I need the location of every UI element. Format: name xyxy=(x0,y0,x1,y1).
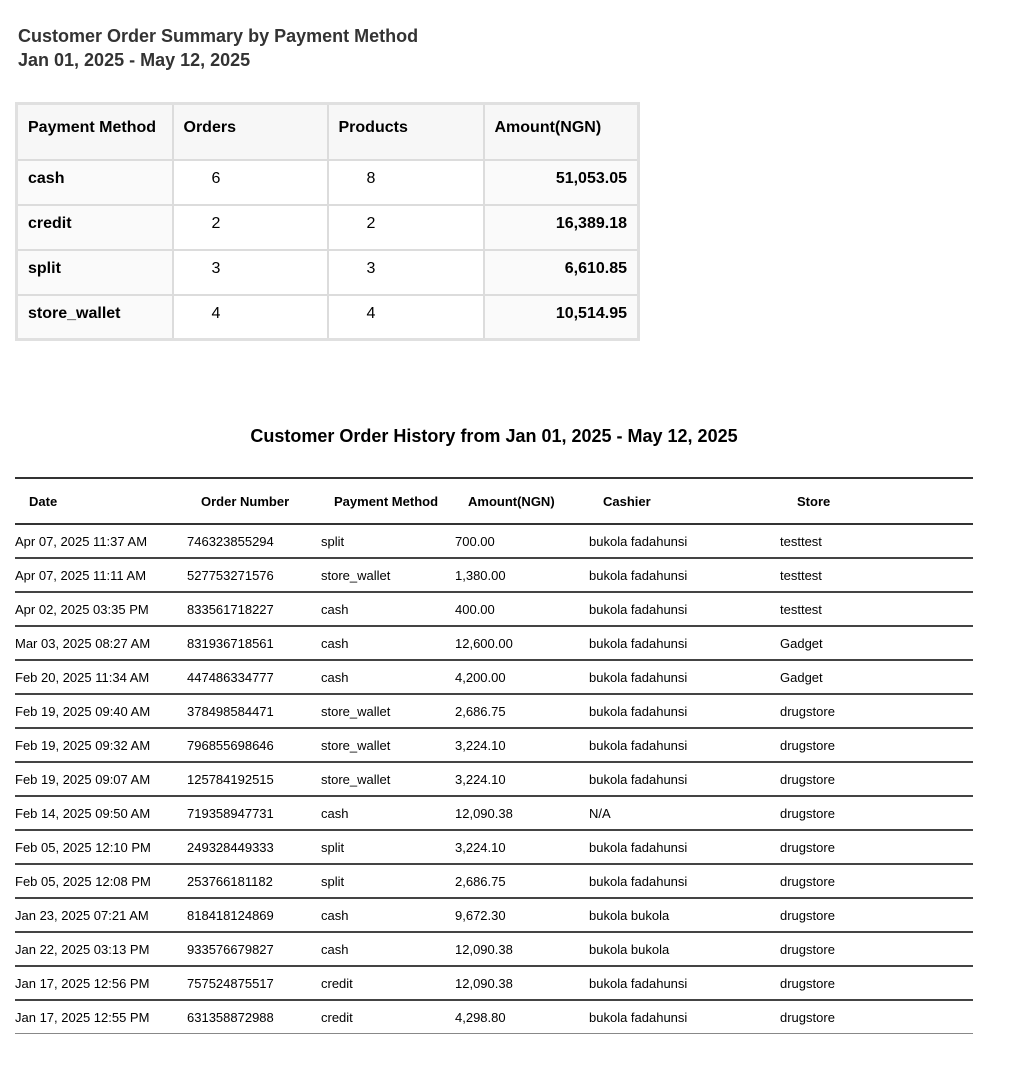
history-cell-cashier: bukola fadahunsi xyxy=(589,762,780,796)
history-cell-cashier: bukola fadahunsi xyxy=(589,558,780,592)
history-cell-date: Feb 19, 2025 09:32 AM xyxy=(15,728,187,762)
history-cell-amount: 12,090.38 xyxy=(455,932,589,966)
history-row xyxy=(15,898,973,932)
history-cell-store: drugstore xyxy=(780,830,973,864)
history-cell-store: drugstore xyxy=(780,966,973,1000)
history-cell-payment-method: credit xyxy=(321,1000,455,1034)
history-row xyxy=(15,592,973,626)
history-table xyxy=(15,477,973,1034)
history-cell-date: Mar 03, 2025 08:27 AM xyxy=(15,626,187,660)
history-header-date: Date xyxy=(29,493,58,509)
history-cell-cashier: bukola fadahunsi xyxy=(589,728,780,762)
history-header-store: Store xyxy=(797,493,831,509)
history-cell-date: Apr 07, 2025 11:37 AM xyxy=(15,524,187,558)
history-cell-amount: 700.00 xyxy=(455,524,589,558)
history-cell-amount: 4,200.00 xyxy=(455,660,589,694)
history-cell-amount: 3,224.10 xyxy=(455,728,589,762)
history-row xyxy=(15,558,973,592)
history-cell-payment-method: cash xyxy=(321,592,455,626)
history-cell-store: drugstore xyxy=(780,694,973,728)
history-cell-date: Jan 23, 2025 07:21 AM xyxy=(15,898,187,932)
history-cell-amount: 2,686.75 xyxy=(455,694,589,728)
summary-header-orders: Orders xyxy=(173,104,328,160)
history-cell-store: drugstore xyxy=(780,728,973,762)
history-cell-payment-method: store_wallet xyxy=(321,558,455,592)
history-row xyxy=(15,966,973,1000)
history-cell-store: drugstore xyxy=(780,898,973,932)
history-cell-payment-method: cash xyxy=(321,932,455,966)
summary-cell-amount: 51,053.05 xyxy=(484,160,639,205)
history-cell-cashier: bukola fadahunsi xyxy=(589,592,780,626)
history-cell-cashier: bukola bukola xyxy=(589,898,780,932)
summary-row xyxy=(17,205,639,250)
summary-cell-payment-method: split xyxy=(17,250,173,295)
history-cell-date: Feb 20, 2025 11:34 AM xyxy=(15,660,187,694)
summary-title-line1: Customer Order Summary by Payment Method xyxy=(18,26,419,46)
history-cell-payment-method: store_wallet xyxy=(321,762,455,796)
history-cell-payment-method: cash xyxy=(321,660,455,694)
history-row xyxy=(15,796,973,830)
summary-cell-payment-method: credit xyxy=(17,205,173,250)
history-cell-date: Feb 19, 2025 09:07 AM xyxy=(15,762,187,796)
history-row xyxy=(15,932,973,966)
history-cell-date: Apr 07, 2025 11:11 AM xyxy=(15,558,187,592)
history-cell-cashier: bukola fadahunsi xyxy=(589,864,780,898)
summary-title xyxy=(18,24,418,72)
history-cell-amount: 3,224.10 xyxy=(455,830,589,864)
history-cell-order-number: 125784192515 xyxy=(187,762,321,796)
summary-cell-amount: 6,610.85 xyxy=(484,250,639,295)
history-title: Customer Order History from Jan 01, 2025 - May 12, 2025 xyxy=(250,426,738,446)
history-cell-store: testtest xyxy=(780,558,973,592)
history-cell-amount: 9,672.30 xyxy=(455,898,589,932)
history-cell-payment-method: credit xyxy=(321,966,455,1000)
history-cell-date: Feb 05, 2025 12:08 PM xyxy=(15,864,187,898)
history-cell-order-number: 757524875517 xyxy=(187,966,321,1000)
history-row xyxy=(15,694,973,728)
history-cell-date: Jan 22, 2025 03:13 PM xyxy=(15,932,187,966)
history-row xyxy=(15,762,973,796)
history-row xyxy=(15,660,973,694)
history-cell-store: Gadget xyxy=(780,660,973,694)
history-row xyxy=(15,728,973,762)
summary-cell-products: 2 xyxy=(328,205,484,250)
history-row xyxy=(15,524,973,558)
history-cell-payment-method: split xyxy=(321,524,455,558)
history-header-order-number: Order Number xyxy=(201,493,290,509)
history-cell-cashier: bukola bukola xyxy=(589,932,780,966)
summary-cell-products: 4 xyxy=(328,295,484,340)
history-header-row xyxy=(15,478,973,524)
history-row xyxy=(15,864,973,898)
history-row xyxy=(15,1000,973,1034)
history-cell-amount: 4,298.80 xyxy=(455,1000,589,1034)
summary-cell-orders: 2 xyxy=(173,205,328,250)
summary-cell-products: 8 xyxy=(328,160,484,205)
summary-header-amount: Amount(NGN) xyxy=(484,104,639,160)
history-cell-order-number: 933576679827 xyxy=(187,932,321,966)
history-cell-payment-method: cash xyxy=(321,796,455,830)
history-cell-payment-method: store_wallet xyxy=(321,694,455,728)
history-cell-store: Gadget xyxy=(780,626,973,660)
history-cell-order-number: 447486334777 xyxy=(187,660,321,694)
history-cell-date: Apr 02, 2025 03:35 PM xyxy=(15,592,187,626)
history-row xyxy=(15,830,973,864)
history-cell-date: Feb 19, 2025 09:40 AM xyxy=(15,694,187,728)
summary-cell-payment-method: cash xyxy=(17,160,173,205)
summary-header-products: Products xyxy=(328,104,484,160)
history-cell-store: drugstore xyxy=(780,762,973,796)
history-cell-cashier: bukola fadahunsi xyxy=(589,1000,780,1034)
history-cell-date: Feb 14, 2025 09:50 AM xyxy=(15,796,187,830)
history-cell-cashier: bukola fadahunsi xyxy=(589,660,780,694)
history-cell-payment-method: cash xyxy=(321,626,455,660)
history-cell-store: testtest xyxy=(780,592,973,626)
history-cell-order-number: 746323855294 xyxy=(187,524,321,558)
history-cell-date: Jan 17, 2025 12:56 PM xyxy=(15,966,187,1000)
history-cell-store: drugstore xyxy=(780,796,973,830)
summary-row xyxy=(17,295,639,340)
history-cell-order-number: 796855698646 xyxy=(187,728,321,762)
summary-cell-orders: 4 xyxy=(173,295,328,340)
history-cell-amount: 12,090.38 xyxy=(455,966,589,1000)
history-cell-date: Feb 05, 2025 12:10 PM xyxy=(15,830,187,864)
summary-table xyxy=(15,102,640,341)
history-cell-cashier: N/A xyxy=(589,796,780,830)
history-header-amount: Amount(NGN) xyxy=(468,493,555,509)
history-cell-payment-method: split xyxy=(321,864,455,898)
summary-cell-products: 3 xyxy=(328,250,484,295)
history-row xyxy=(15,626,973,660)
summary-cell-amount: 16,389.18 xyxy=(484,205,639,250)
summary-header-row xyxy=(17,104,639,160)
summary-cell-amount: 10,514.95 xyxy=(484,295,639,340)
history-cell-order-number: 253766181182 xyxy=(187,864,321,898)
history-cell-store: drugstore xyxy=(780,1000,973,1034)
history-cell-order-number: 833561718227 xyxy=(187,592,321,626)
history-header-payment-method: Payment Method xyxy=(334,493,439,509)
history-cell-store: drugstore xyxy=(780,864,973,898)
history-cell-amount: 1,380.00 xyxy=(455,558,589,592)
summary-row xyxy=(17,250,639,295)
history-cell-cashier: bukola fadahunsi xyxy=(589,524,780,558)
history-cell-store: drugstore xyxy=(780,932,973,966)
history-cell-payment-method: split xyxy=(321,830,455,864)
history-cell-store: testtest xyxy=(780,524,973,558)
summary-cell-orders: 3 xyxy=(173,250,328,295)
history-cell-order-number: 631358872988 xyxy=(187,1000,321,1034)
history-cell-cashier: bukola fadahunsi xyxy=(589,966,780,1000)
history-cell-amount: 2,686.75 xyxy=(455,864,589,898)
history-cell-amount: 3,224.10 xyxy=(455,762,589,796)
history-cell-order-number: 527753271576 xyxy=(187,558,321,592)
history-cell-order-number: 378498584471 xyxy=(187,694,321,728)
history-cell-order-number: 719358947731 xyxy=(187,796,321,830)
summary-header-payment-method: Payment Method xyxy=(17,104,173,160)
history-cell-amount: 12,600.00 xyxy=(455,626,589,660)
history-cell-payment-method: store_wallet xyxy=(321,728,455,762)
summary-cell-orders: 6 xyxy=(173,160,328,205)
history-cell-cashier: bukola fadahunsi xyxy=(589,830,780,864)
history-cell-date: Jan 17, 2025 12:55 PM xyxy=(15,1000,187,1034)
history-cell-order-number: 249328449333 xyxy=(187,830,321,864)
history-cell-order-number: 818418124869 xyxy=(187,898,321,932)
summary-date-range: Jan 01, 2025 - May 12, 2025 xyxy=(18,50,251,70)
history-header-cashier: Cashier xyxy=(603,493,651,509)
history-cell-amount: 12,090.38 xyxy=(455,796,589,830)
summary-row xyxy=(17,160,639,205)
history-cell-order-number: 831936718561 xyxy=(187,626,321,660)
history-cell-payment-method: cash xyxy=(321,898,455,932)
history-cell-amount: 400.00 xyxy=(455,592,589,626)
history-cell-cashier: bukola fadahunsi xyxy=(589,626,780,660)
history-cell-cashier: bukola fadahunsi xyxy=(589,694,780,728)
summary-cell-payment-method: store_wallet xyxy=(17,295,173,340)
